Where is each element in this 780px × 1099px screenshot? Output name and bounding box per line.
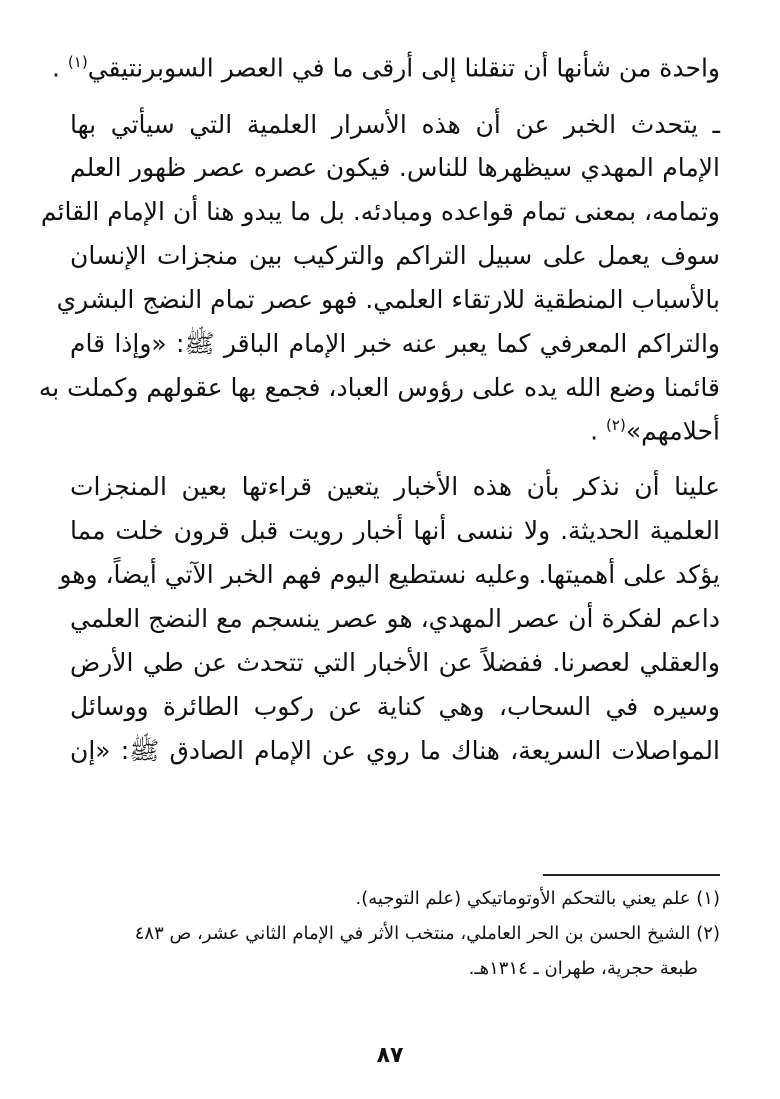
- text-line: يؤكد على أهميتها. وعليه نستطيع اليوم فهم الخبر الآتي أيضاً، وهو: [59, 560, 720, 589]
- page-number: ٨٧: [376, 1043, 404, 1068]
- text-line: داعم لفكرة أن عصر المهدي، هو عصر ينسجم مع النضج العلمي: [70, 604, 720, 633]
- text-line: قائمنا وضع الله يده على رؤوس العباد، فجمع بها عقولهم وكملت به: [38, 373, 720, 402]
- line-text: أحلامهم»: [625, 416, 720, 446]
- text-line: والتراكم المعرفي كما يعبر عنه خبر الإمام الباقر ﷺ: «وإذا قام: [70, 329, 720, 358]
- text-line: المواصلات السريعة، هناك ما روي عن الإمام الصادق ﷺ: «إن: [70, 736, 720, 765]
- line-end: .: [52, 53, 68, 83]
- text-line: سوف يعمل على سبيل التراكم والتركيب بين منجزات الإنسان: [70, 241, 720, 270]
- text-line: [52, 53, 720, 83]
- footnote-1: (١) علم يعني بالتحكم الأوتوماتيكي (علم التوجيه).: [355, 888, 720, 909]
- text-line: العلمية الحديثة. ولا ننسى أنها أخبار رويت قبل قرون خلت مما: [70, 516, 720, 545]
- footnote-2: (٢) الشيخ الحسن بن الحر العاملي، منتخب الأثر في الإمام الثاني عشر، ص ٤٨٣: [134, 923, 720, 944]
- footnote-ref-1: (١): [67, 53, 88, 71]
- line-text: واحدة من شأنها أن تنقلنا إلى أرقى ما في العصر السوبرنتيقي: [87, 53, 720, 83]
- text-line: ـ يتحدث الخبر عن أن هذه الأسرار العلمية التي سيأتي بها: [70, 110, 720, 139]
- text-line: وسيره في السحاب، وهي كناية عن ركوب الطائرة ووسائل: [70, 692, 720, 721]
- line-end: .: [590, 416, 607, 446]
- footnote-2-continued: طبعة حجرية، طهران ـ ١٣١٤هـ.: [468, 958, 698, 979]
- text-line: والعقلي لعصرنا. ففضلاً عن الأخبار التي تتحدث عن طي الأرض: [70, 648, 720, 677]
- text-line: [70, 416, 720, 446]
- text-line: الإمام المهدي سيظهرها للناس. فيكون عصره عصر ظهور العلم: [70, 153, 720, 182]
- text-line: بالأسباب المنطقية للارتقاء العلمي. فهو عصر تمام النضج البشري: [56, 285, 720, 314]
- text-line: وتمامه، بمعنى تمام قواعده ومبادئه. بل ما يبدو هنا أن الإمام القائم: [40, 197, 720, 226]
- text-line: علينا أن نذكر بأن هذه الأخبار يتعين قراءتها بعين المنجزات: [70, 472, 720, 501]
- footnote-separator: [543, 874, 720, 876]
- footnote-ref-2: (٢): [606, 416, 626, 434]
